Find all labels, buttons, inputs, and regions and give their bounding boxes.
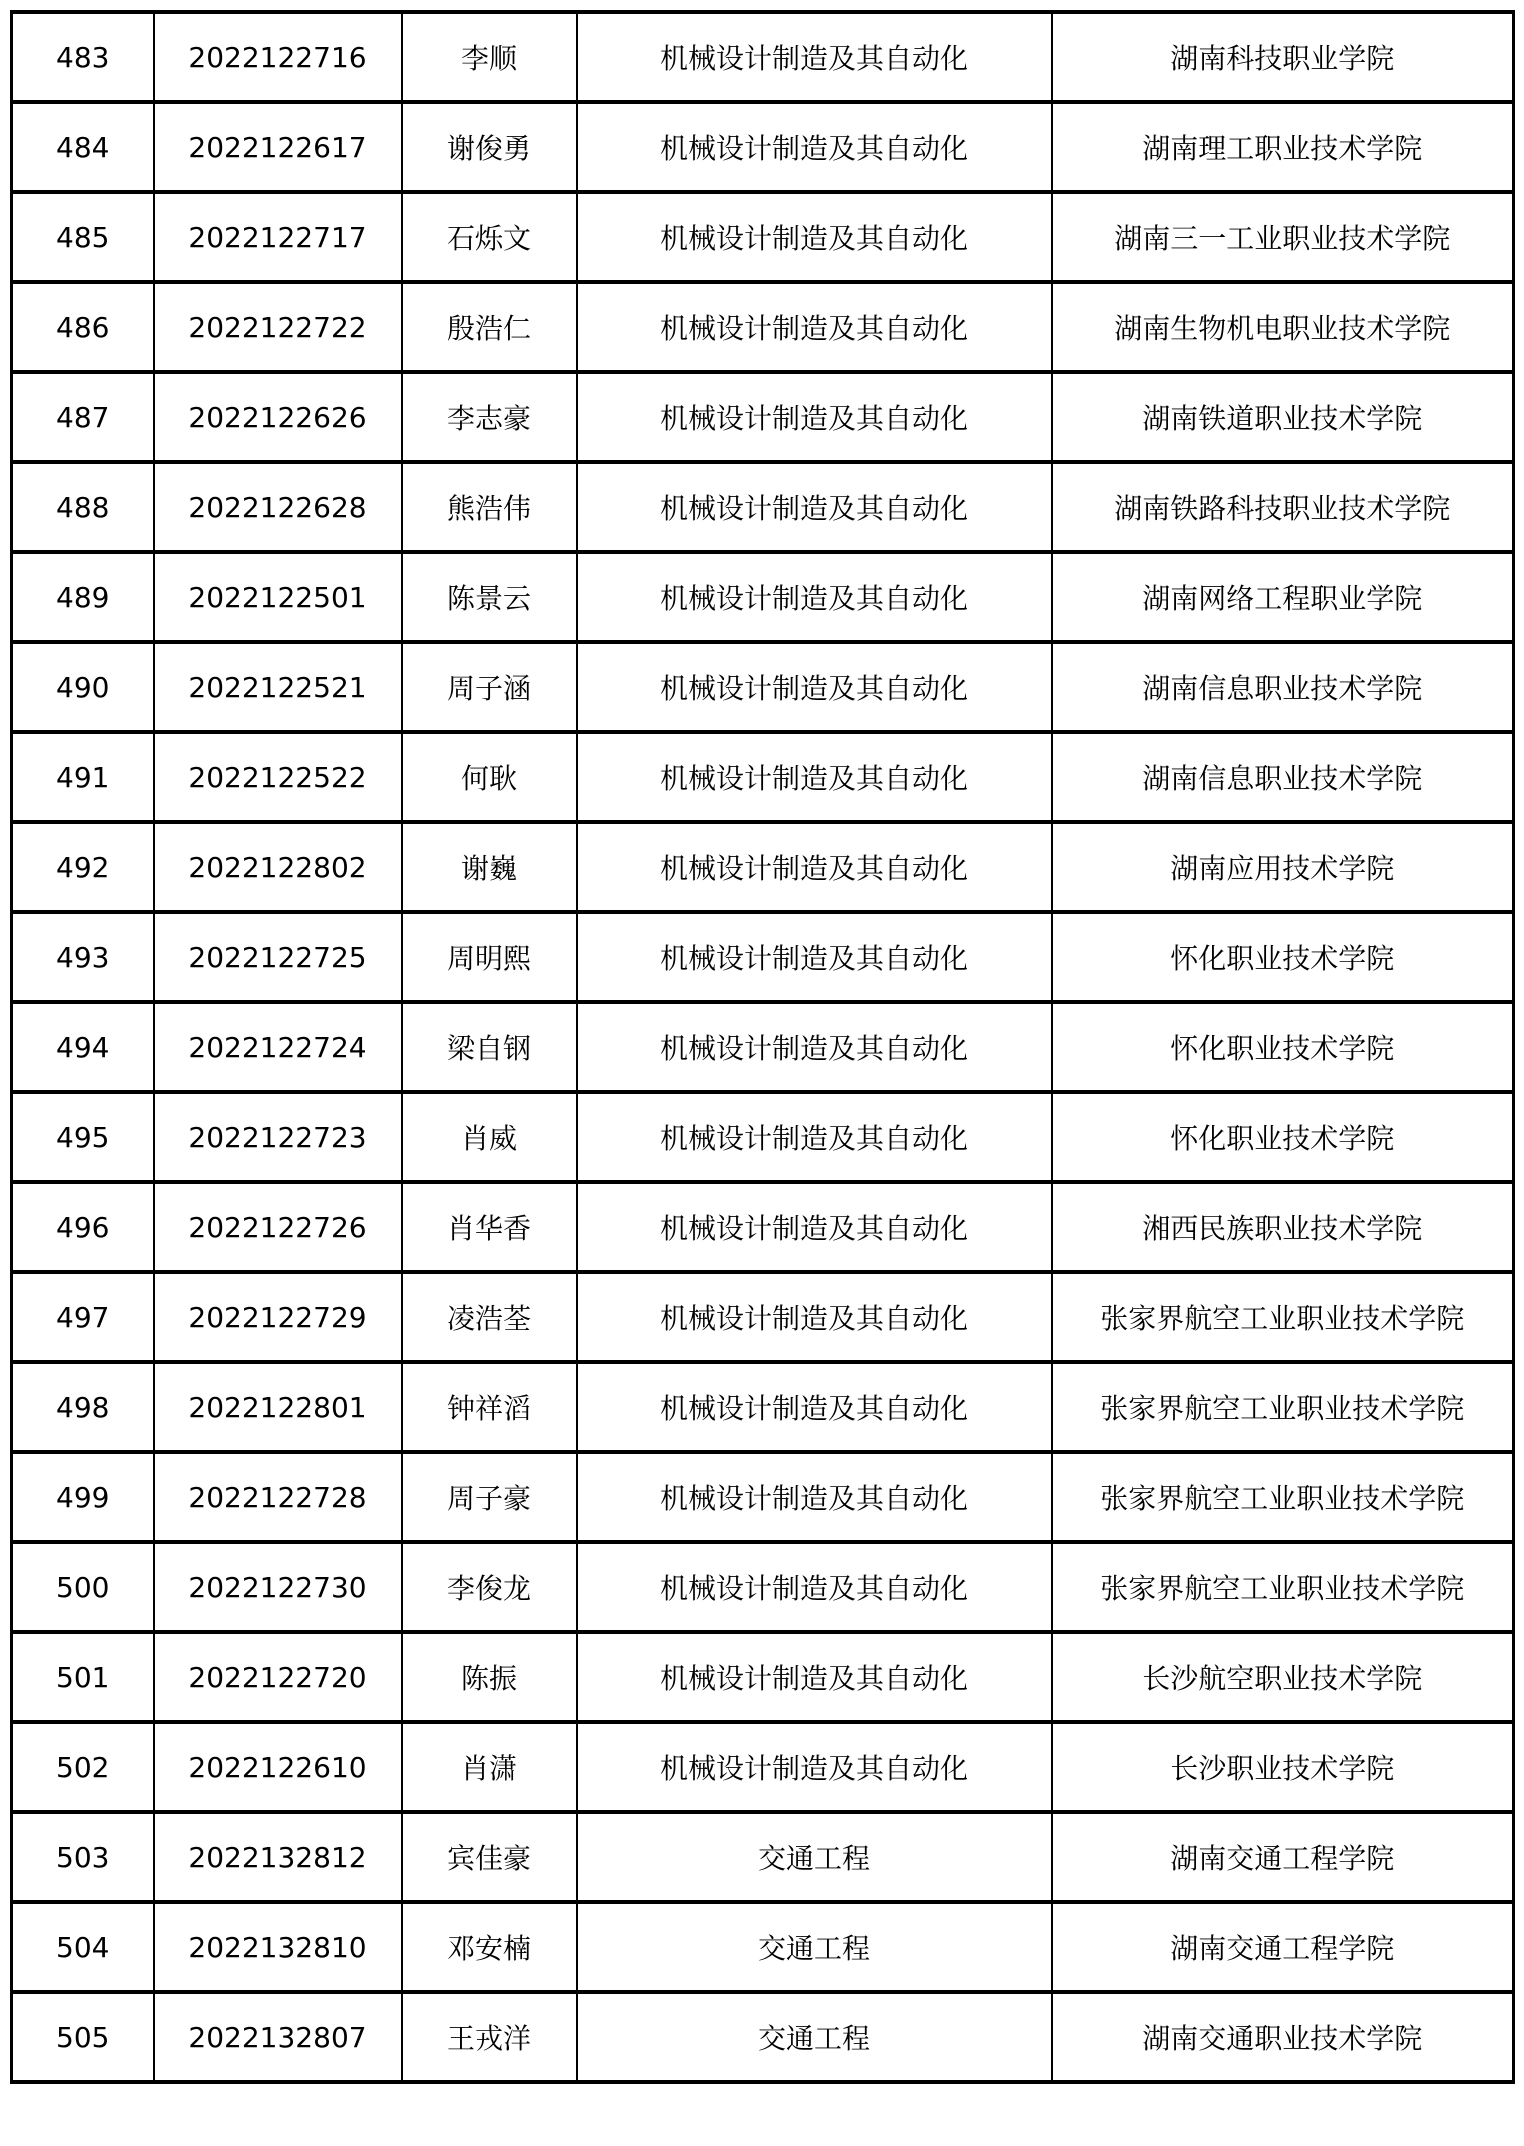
table-row (12, 192, 1514, 282)
major-cell: 机械设计制造及其自动化 (577, 822, 1052, 912)
school-cell: 湖南交通工程学院 (1052, 1902, 1514, 1992)
row-number-cell: 493 (12, 912, 154, 1002)
school-cell: 湖南生物机电职业技术学院 (1052, 282, 1514, 372)
student-name-cell: 谢俊勇 (402, 102, 577, 192)
student-id-cell: 2022132807 (154, 1992, 402, 2082)
row-number-cell: 483 (12, 12, 154, 102)
table-row (12, 282, 1514, 372)
major-cell: 机械设计制造及其自动化 (577, 732, 1052, 822)
major-cell: 机械设计制造及其自动化 (577, 1182, 1052, 1272)
student-id-cell: 2022122617 (154, 102, 402, 192)
school-cell: 长沙航空职业技术学院 (1052, 1632, 1514, 1722)
student-name-cell: 石烁文 (402, 192, 577, 282)
table-row (12, 1632, 1514, 1722)
table-row (12, 1542, 1514, 1632)
student-id-cell: 2022122729 (154, 1272, 402, 1362)
student-name-cell: 梁自钢 (402, 1002, 577, 1092)
major-cell: 机械设计制造及其自动化 (577, 1362, 1052, 1452)
student-name-cell: 宾佳豪 (402, 1812, 577, 1902)
major-cell: 机械设计制造及其自动化 (577, 462, 1052, 552)
table-row (12, 552, 1514, 642)
row-number-cell: 496 (12, 1182, 154, 1272)
table-row (12, 1992, 1514, 2082)
school-cell: 怀化职业技术学院 (1052, 1092, 1514, 1182)
major-cell: 机械设计制造及其自动化 (577, 1542, 1052, 1632)
major-cell: 机械设计制造及其自动化 (577, 282, 1052, 372)
major-cell: 机械设计制造及其自动化 (577, 1722, 1052, 1812)
student-id-cell: 2022122722 (154, 282, 402, 372)
major-cell: 机械设计制造及其自动化 (577, 192, 1052, 282)
row-number-cell: 487 (12, 372, 154, 462)
school-cell: 张家界航空工业职业技术学院 (1052, 1362, 1514, 1452)
major-cell: 交通工程 (577, 1902, 1052, 1992)
school-cell: 湖南交通工程学院 (1052, 1812, 1514, 1902)
row-number-cell: 500 (12, 1542, 154, 1632)
row-number-cell: 489 (12, 552, 154, 642)
major-cell: 机械设计制造及其自动化 (577, 642, 1052, 732)
student-name-cell: 肖潇 (402, 1722, 577, 1812)
student-name-cell: 陈景云 (402, 552, 577, 642)
table-row (12, 462, 1514, 552)
school-cell: 张家界航空工业职业技术学院 (1052, 1542, 1514, 1632)
student-name-cell: 周明熙 (402, 912, 577, 1002)
student-name-cell: 何耿 (402, 732, 577, 822)
student-id-cell: 2022132812 (154, 1812, 402, 1902)
school-cell: 湖南交通职业技术学院 (1052, 1992, 1514, 2082)
school-cell: 湖南信息职业技术学院 (1052, 732, 1514, 822)
school-cell: 湘西民族职业技术学院 (1052, 1182, 1514, 1272)
student-name-cell: 肖威 (402, 1092, 577, 1182)
student-name-cell: 李顺 (402, 12, 577, 102)
table-row (12, 912, 1514, 1002)
student-name-cell: 谢巍 (402, 822, 577, 912)
student-id-cell: 2022122801 (154, 1362, 402, 1452)
student-roster-table (10, 10, 1515, 2084)
row-number-cell: 494 (12, 1002, 154, 1092)
major-cell: 机械设计制造及其自动化 (577, 1632, 1052, 1722)
student-id-cell: 2022122724 (154, 1002, 402, 1092)
major-cell: 机械设计制造及其自动化 (577, 102, 1052, 192)
row-number-cell: 504 (12, 1902, 154, 1992)
row-number-cell: 490 (12, 642, 154, 732)
school-cell: 张家界航空工业职业技术学院 (1052, 1272, 1514, 1362)
row-number-cell: 501 (12, 1632, 154, 1722)
major-cell: 机械设计制造及其自动化 (577, 1452, 1052, 1542)
student-id-cell: 2022122723 (154, 1092, 402, 1182)
student-table-body (12, 12, 1514, 2082)
table-row (12, 1902, 1514, 1992)
row-number-cell: 492 (12, 822, 154, 912)
school-cell: 湖南铁道职业技术学院 (1052, 372, 1514, 462)
student-id-cell: 2022122717 (154, 192, 402, 282)
table-row (12, 1812, 1514, 1902)
student-id-cell: 2022122521 (154, 642, 402, 732)
major-cell: 机械设计制造及其自动化 (577, 372, 1052, 462)
student-name-cell: 熊浩伟 (402, 462, 577, 552)
student-name-cell: 钟祥滔 (402, 1362, 577, 1452)
school-cell: 张家界航空工业职业技术学院 (1052, 1452, 1514, 1542)
row-number-cell: 488 (12, 462, 154, 552)
table-row (12, 1092, 1514, 1182)
school-cell: 长沙职业技术学院 (1052, 1722, 1514, 1812)
table-row (12, 372, 1514, 462)
student-id-cell: 2022132810 (154, 1902, 402, 1992)
table-row (12, 1182, 1514, 1272)
row-number-cell: 497 (12, 1272, 154, 1362)
major-cell: 机械设计制造及其自动化 (577, 912, 1052, 1002)
row-number-cell: 498 (12, 1362, 154, 1452)
student-name-cell: 邓安楠 (402, 1902, 577, 1992)
school-cell: 湖南应用技术学院 (1052, 822, 1514, 912)
major-cell: 交通工程 (577, 1992, 1052, 2082)
row-number-cell: 491 (12, 732, 154, 822)
major-cell: 机械设计制造及其自动化 (577, 12, 1052, 102)
row-number-cell: 484 (12, 102, 154, 192)
student-id-cell: 2022122720 (154, 1632, 402, 1722)
table-row (12, 822, 1514, 912)
student-name-cell: 周子涵 (402, 642, 577, 732)
student-name-cell: 凌浩荃 (402, 1272, 577, 1362)
student-id-cell: 2022122730 (154, 1542, 402, 1632)
row-number-cell: 505 (12, 1992, 154, 2082)
major-cell: 机械设计制造及其自动化 (577, 1002, 1052, 1092)
student-name-cell: 殷浩仁 (402, 282, 577, 372)
student-id-cell: 2022122628 (154, 462, 402, 552)
table-row (12, 642, 1514, 732)
major-cell: 机械设计制造及其自动化 (577, 1092, 1052, 1182)
row-number-cell: 495 (12, 1092, 154, 1182)
student-id-cell: 2022122728 (154, 1452, 402, 1542)
student-id-cell: 2022122501 (154, 552, 402, 642)
table-row (12, 102, 1514, 192)
school-cell: 湖南铁路科技职业技术学院 (1052, 462, 1514, 552)
student-id-cell: 2022122522 (154, 732, 402, 822)
school-cell: 湖南理工职业技术学院 (1052, 102, 1514, 192)
table-row (12, 1002, 1514, 1092)
table-row (12, 732, 1514, 822)
student-id-cell: 2022122716 (154, 12, 402, 102)
student-id-cell: 2022122725 (154, 912, 402, 1002)
student-name-cell: 陈振 (402, 1632, 577, 1722)
major-cell: 机械设计制造及其自动化 (577, 1272, 1052, 1362)
table-row (12, 1452, 1514, 1542)
row-number-cell: 503 (12, 1812, 154, 1902)
student-id-cell: 2022122802 (154, 822, 402, 912)
student-name-cell: 周子豪 (402, 1452, 577, 1542)
major-cell: 机械设计制造及其自动化 (577, 552, 1052, 642)
major-cell: 交通工程 (577, 1812, 1052, 1902)
school-cell: 湖南网络工程职业学院 (1052, 552, 1514, 642)
school-cell: 湖南三一工业职业技术学院 (1052, 192, 1514, 282)
row-number-cell: 502 (12, 1722, 154, 1812)
table-row (12, 1272, 1514, 1362)
row-number-cell: 499 (12, 1452, 154, 1542)
student-id-cell: 2022122610 (154, 1722, 402, 1812)
school-cell: 湖南科技职业学院 (1052, 12, 1514, 102)
student-name-cell: 李志豪 (402, 372, 577, 462)
table-row (12, 1362, 1514, 1452)
row-number-cell: 486 (12, 282, 154, 372)
student-id-cell: 2022122726 (154, 1182, 402, 1272)
student-id-cell: 2022122626 (154, 372, 402, 462)
table-row (12, 1722, 1514, 1812)
school-cell: 湖南信息职业技术学院 (1052, 642, 1514, 732)
student-name-cell: 李俊龙 (402, 1542, 577, 1632)
school-cell: 怀化职业技术学院 (1052, 1002, 1514, 1092)
table-row (12, 12, 1514, 102)
student-name-cell: 肖华香 (402, 1182, 577, 1272)
school-cell: 怀化职业技术学院 (1052, 912, 1514, 1002)
row-number-cell: 485 (12, 192, 154, 282)
student-name-cell: 王戎洋 (402, 1992, 577, 2082)
